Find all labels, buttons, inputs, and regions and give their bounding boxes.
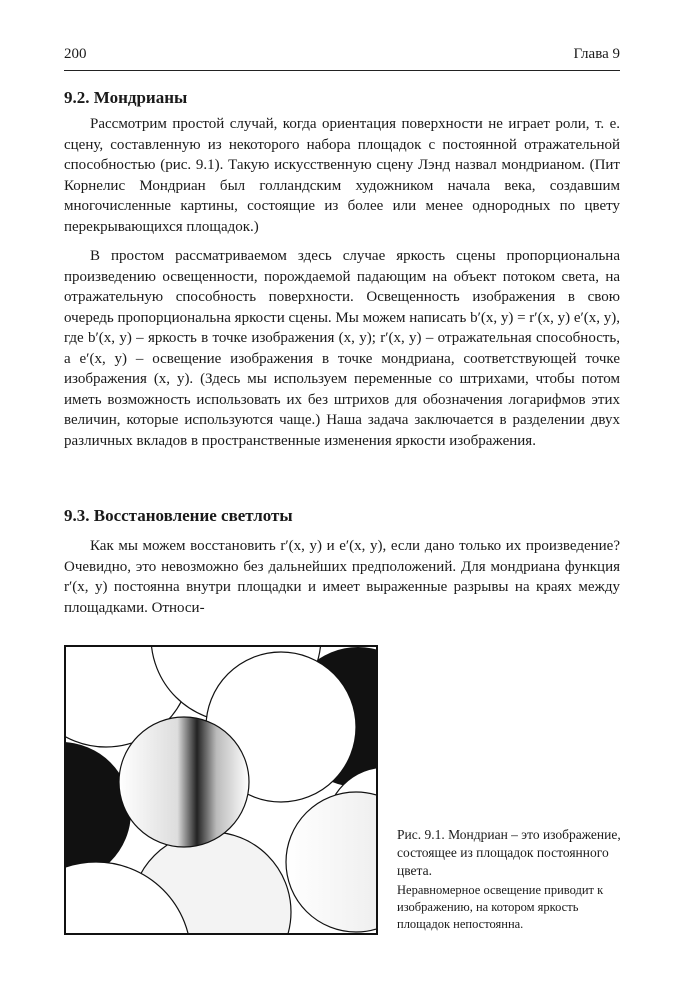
caption-main: Рис. 9.1. Мондриан – это изображение, состоящее из площадок постоянного цвета. [397, 827, 621, 878]
header-rule [64, 70, 620, 71]
mondrian-illustration [66, 647, 376, 933]
figure-caption [397, 826, 623, 933]
section-heading-lightness: 9.3. Восстановление светлоты [64, 506, 293, 525]
paragraph-3: Как мы можем восстановить r′(x, y) и e′(x, y), если дано только их произведение? Очевидно, это невозможно без дальнейших предположений. Для мондриана функция r′(x, y) постоянна внутри площадки и имеет выраженные разрывы на краях между площадками. Относи- [64, 538, 620, 616]
paragraph-1: Рассмотрим простой случай, когда ориентация поверхности не играет роли, т. е. сцену, составленную из некоторого набора площадок с постоянной отражательной способностью (рис. 9.1). Такую искусственную сцену Лэнд назвал мондрианом. (Пит Корнелис Мондриан был голландским художником начала века, создавшим многочисленные картины, состоящие из более или менее однородных по цвету перекрывающихся площадок.) [64, 116, 620, 235]
section-heading-mondrians: 9.2. Мондрианы [64, 88, 188, 107]
chapter-label: Глава 9 [573, 46, 620, 62]
caption-note: Неравномерное освещение приводит к изображению, на котором яркость площадок непостоянна. [397, 883, 604, 931]
paragraph-2: В простом рассматриваемом здесь случае яркость сцены пропорциональна произведению освещенности, порождаемой падающим на объект потоком света, на отражательную способность поверхности. Освещенность изображения в свою очередь пропорциональна яркости сцены. Мы можем написать b′(x, y) = r′(x, y) e′(x, y), где b′(x, y) – яркость в точке изображения (x, y); r′(x, y) – отражательная способность, а e′(x, y) – освещение изображения в точке мондриана, соответствующей точке изображения (x, y). (Здесь мы используем переменные со штрихами, чтобы потом иметь возможность использовать их без штрихов для обозначения логарифмов этих величин, которые используются чаще.) Наша задача заключается в разделении двух различных вкладов в пространственные изменения яркости изображения. [64, 248, 620, 449]
page-number: 200 [64, 46, 87, 62]
running-header [64, 46, 620, 68]
mondrian-figure [64, 645, 378, 935]
